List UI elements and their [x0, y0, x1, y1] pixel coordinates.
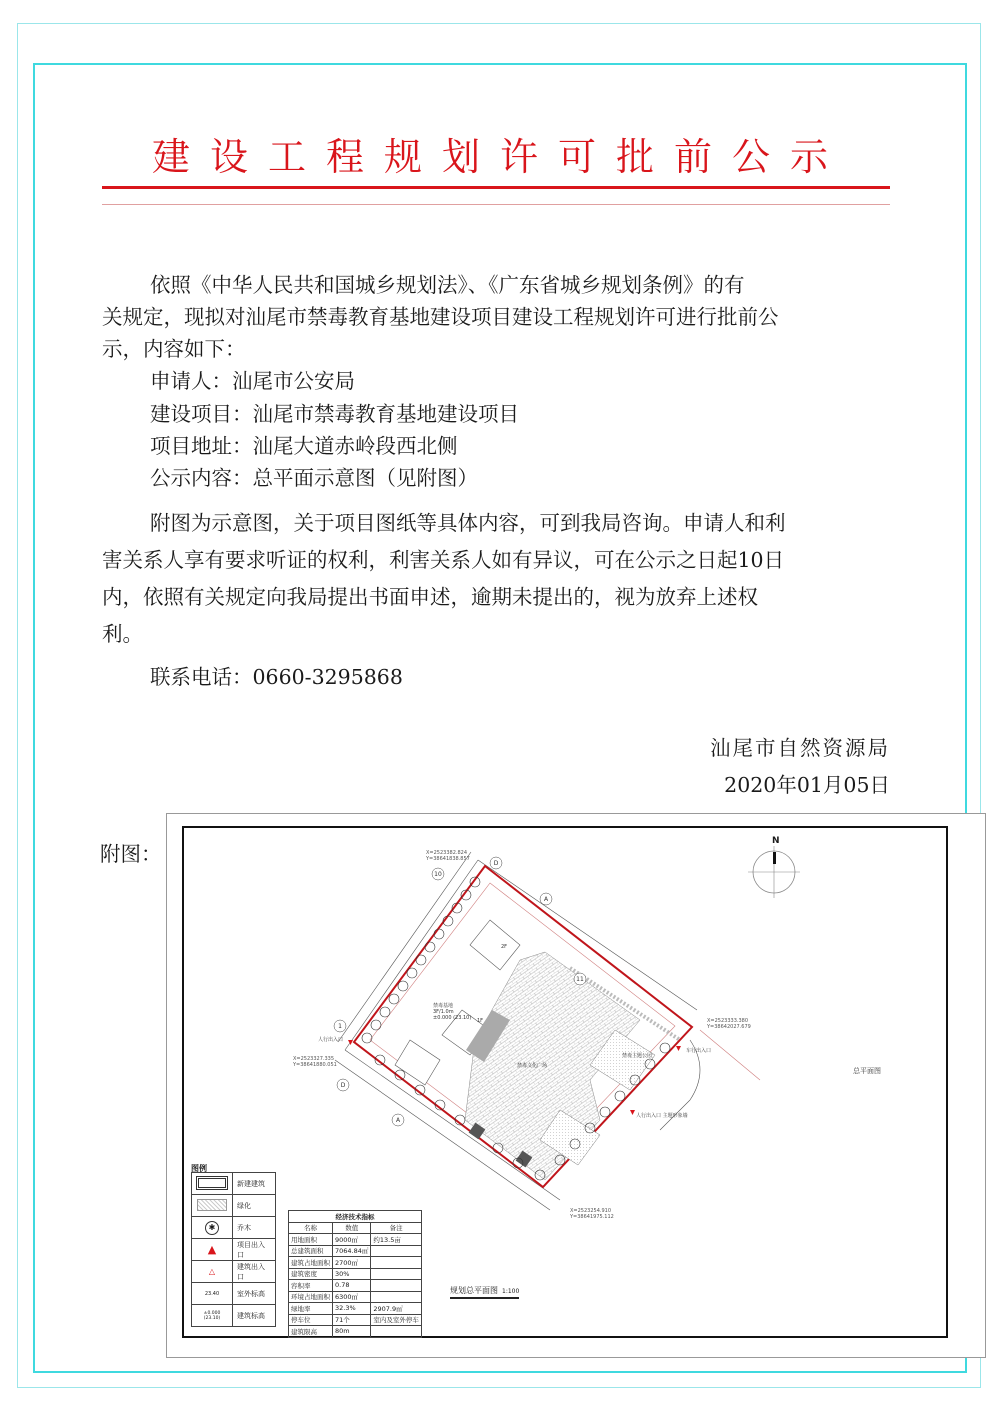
- table-row: 停车位 71个 室内及室外停车: [289, 1314, 422, 1326]
- legend-row: 23.40 室外标高: [192, 1283, 276, 1305]
- table-row: 容积率 0.78: [289, 1280, 422, 1292]
- contact-label: 联系电话：: [150, 665, 253, 689]
- rectangle-outline-icon: [198, 1178, 226, 1188]
- garden-label: 禁毒主题公园: [622, 1053, 653, 1059]
- notice-line: 内，依照有关规定向我局提出书面申述，逾期未提出的，视为放弃上述权: [102, 585, 758, 609]
- outline-red-triangle-icon: △: [208, 1267, 216, 1276]
- table-row: 建筑密度 30%: [289, 1268, 422, 1280]
- table-row: 用地面积 9000㎡ 约13.5亩: [289, 1234, 422, 1246]
- legend-row: △ 建筑出入口: [192, 1261, 276, 1283]
- notice-line: 害关系人享有要求听证的权利，利害关系人如有异议，可在公示之日起10日: [102, 548, 785, 572]
- tree-icon: ✱: [205, 1221, 219, 1235]
- filled-red-triangle-icon: ▲: [207, 1243, 217, 1256]
- field-value: 汕尾市禁毒教育基地建设项目: [252, 402, 519, 426]
- north-label: N: [772, 836, 780, 846]
- table-row: 绿地率 32.3% 2907.9㎡: [289, 1303, 422, 1315]
- coordinate-label: X=2523254.910 Y=38641975.112: [570, 1208, 614, 1220]
- legend-row: 绿化: [192, 1195, 276, 1217]
- intro-line: 依照《中华人民共和国城乡规划法》、《广东省城乡规划条例》的有: [150, 273, 745, 297]
- table-row: 总建筑面积 7064.84㎡: [289, 1245, 422, 1257]
- plaza-label: 禁毒文化广场: [517, 1063, 548, 1069]
- side-plan-label: 总平面图: [853, 1067, 881, 1075]
- intro-line: 示，内容如下：: [102, 337, 246, 361]
- field-label: 建设项目：: [150, 402, 253, 426]
- svg-text:10: 10: [434, 871, 442, 878]
- table-row: 建筑限高 80m: [289, 1326, 422, 1338]
- signature-organization: 汕尾市自然资源局: [710, 736, 890, 760]
- tech-indicators-table: [288, 1210, 422, 1338]
- legend-row: ▲ 项目出入口: [192, 1239, 276, 1261]
- table-caption: 经济技术指标: [289, 1211, 422, 1223]
- legend-table: [191, 1172, 276, 1327]
- field-label: 申请人：: [150, 369, 232, 393]
- floor-elevation-icon: ±0.000 (23.10): [203, 1310, 221, 1321]
- legend-row: 新建建筑: [192, 1173, 276, 1195]
- field-value: 汕尾大道赤岭段西北侧: [252, 434, 458, 458]
- coordinate-label: X=2523333.380 Y=38642027.679: [707, 1018, 751, 1030]
- pedestrian-entrance-label: 人行出入口: [318, 1037, 344, 1043]
- attachment-label: 附图：: [100, 842, 162, 866]
- table-header-row: 名称 数值 备注: [289, 1222, 422, 1234]
- table-row: 建筑占地面积 2700㎡: [289, 1257, 422, 1269]
- field-value: 总平面示意图（见附图）: [252, 466, 478, 490]
- svg-text:D: D: [340, 1082, 346, 1089]
- notice-line: 利。: [102, 622, 143, 646]
- plan-title: 规划总平面图 1:100: [450, 1285, 519, 1299]
- vehicle-entrance-label: 车行出入口: [686, 1048, 712, 1054]
- intro-line: 关规定，现拟对汕尾市禁毒教育基地建设项目建设工程规划许可进行批前公: [102, 305, 779, 329]
- legend-row: ✱ 乔木: [192, 1217, 276, 1239]
- coordinate-label: X=2523382.824 Y=38641838.857: [426, 850, 470, 862]
- plan-scale: 1:100: [502, 1288, 520, 1295]
- north-arrow-icon: [748, 846, 800, 898]
- field-value: 汕尾市公安局: [232, 369, 355, 393]
- signature-date: 2020年01月05日: [724, 773, 890, 797]
- page-title: 建设工程规划许可批前公示: [151, 135, 848, 179]
- contact-value: 0660-3295868: [252, 665, 403, 689]
- svg-text:A: A: [543, 896, 549, 903]
- coordinate-label: X=2523327.335 Y=38641880.051: [293, 1056, 337, 1068]
- notice-line: 附图为示意图，关于项目图纸等具体内容，可到我局咨询。申请人和利: [150, 511, 786, 535]
- dotted-fill-icon: [197, 1199, 227, 1211]
- svg-text:1: 1: [338, 1023, 342, 1030]
- main-entrance-label: 人行出入口 主题形象墙: [636, 1113, 688, 1119]
- floor-label: 2F: [501, 944, 508, 950]
- field-label: 项目地址：: [150, 434, 253, 458]
- field-label: 公示内容：: [150, 466, 253, 490]
- svg-text:11: 11: [576, 976, 584, 983]
- legend-title: 图例: [191, 1164, 207, 1173]
- svg-text:D: D: [493, 860, 499, 867]
- spot-elevation-icon: 23.40: [204, 1290, 220, 1297]
- legend-row: ±0.000 (23.10) 建筑标高: [192, 1305, 276, 1327]
- svg-text:A: A: [395, 1117, 401, 1124]
- building-annotation: 禁毒基地 3F/1.0m ±0.000 (23.10): [433, 1003, 472, 1021]
- table-row: 环境占地面积 6300㎡: [289, 1291, 422, 1303]
- floor-label: 1F: [477, 1018, 484, 1024]
